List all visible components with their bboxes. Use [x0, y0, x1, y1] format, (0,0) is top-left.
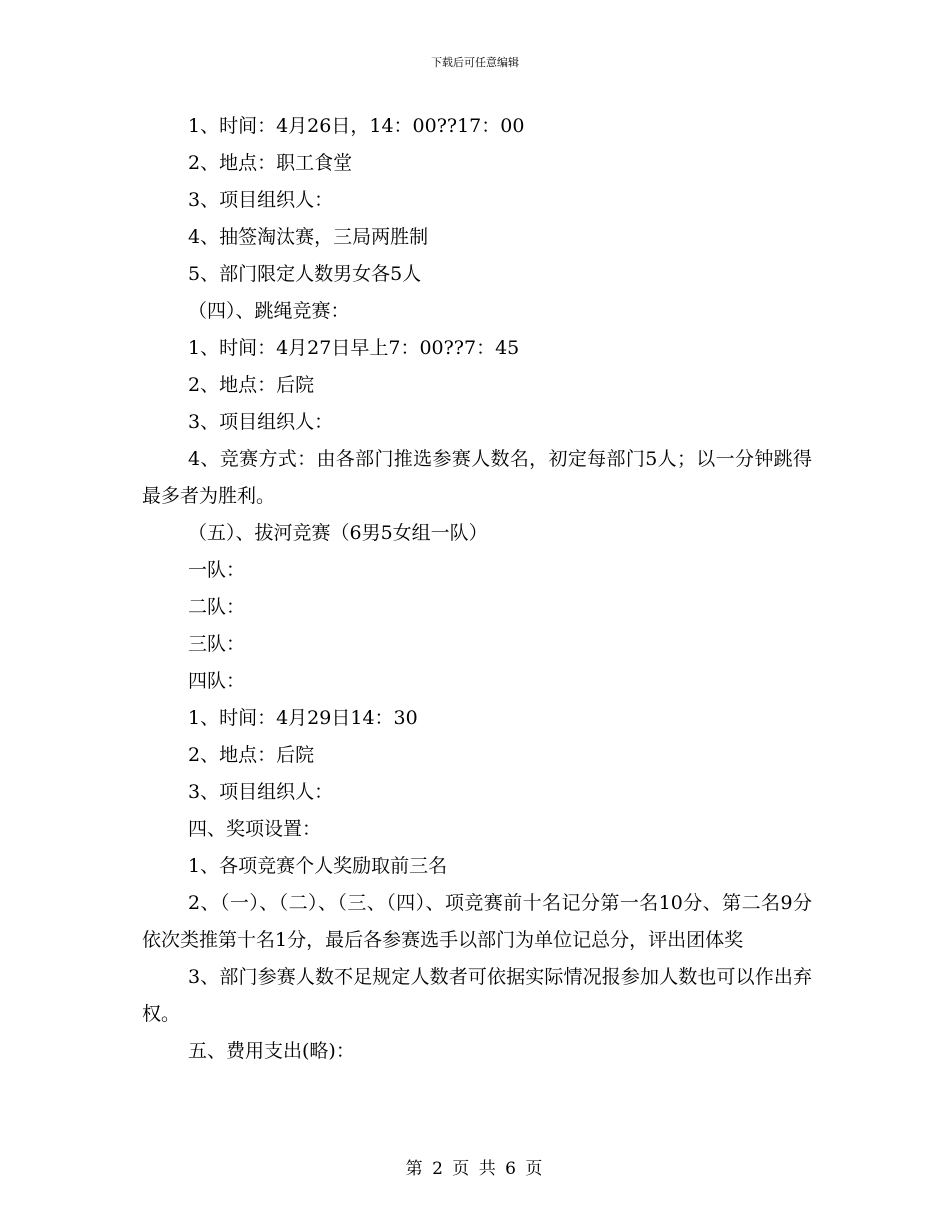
team-4: 四队：	[188, 670, 246, 692]
paragraph-organizer-1: 3、项目组织人：	[188, 189, 334, 211]
page-number: 第 2 页 共 6 页	[405, 1159, 545, 1179]
page-header: 下载后可任意编辑	[431, 56, 519, 69]
paragraph-award-1: 1、各项竞赛个人奖励取前三名	[188, 855, 448, 877]
section-heading-expenses: 五、费用支出(略)：	[188, 1040, 355, 1062]
section-heading-awards: 四、奖项设置：	[188, 818, 322, 840]
paragraph-award-3: 3、部门参赛人数不足规定人数者可依据实际情况报参加人数也可以作出弃权。	[142, 966, 812, 1025]
team-2: 二队：	[188, 596, 246, 618]
paragraph-location-3: 2、地点：后院	[188, 744, 315, 766]
paragraph-limit-1: 5、部门限定人数男女各5人	[188, 263, 422, 285]
paragraph-format-1: 4、抽签淘汰赛，三局两胜制	[188, 226, 429, 248]
section-heading-jump-rope: （四）、跳绳竞赛：	[188, 300, 350, 322]
team-1: 一队：	[188, 559, 246, 581]
team-3: 三队：	[188, 633, 246, 655]
paragraph-time-1: 1、时间：4月26日，14：00??17：00	[188, 115, 525, 137]
paragraph-organizer-3: 3、项目组织人：	[188, 781, 334, 803]
document-body	[142, 108, 812, 1070]
paragraph-method-2: 4、竞赛方式：由各部门推选参赛人数名，初定每部门5人；以一分钟跳得最多者为胜利。	[142, 448, 812, 507]
paragraph-time-2: 1、时间：4月27日早上7：00??7：45	[188, 337, 520, 359]
section-heading-tug-of-war: （五）、拔河竞赛（6男5女组一队）	[188, 522, 488, 544]
paragraph-time-3: 1、时间：4月29日14：30	[188, 707, 418, 729]
paragraph-organizer-2: 3、项目组织人：	[188, 411, 334, 433]
paragraph-award-2: 2、（一）、（二）、（三、（四）、项竞赛前十名记分第一名10分、第二名9分依次类推第十名1分，最后各参赛选手以部门为单位记总分，评出团体奖	[142, 892, 812, 951]
paragraph-location-1: 2、地点：职工食堂	[188, 152, 353, 174]
paragraph-location-2: 2、地点：后院	[188, 374, 315, 396]
